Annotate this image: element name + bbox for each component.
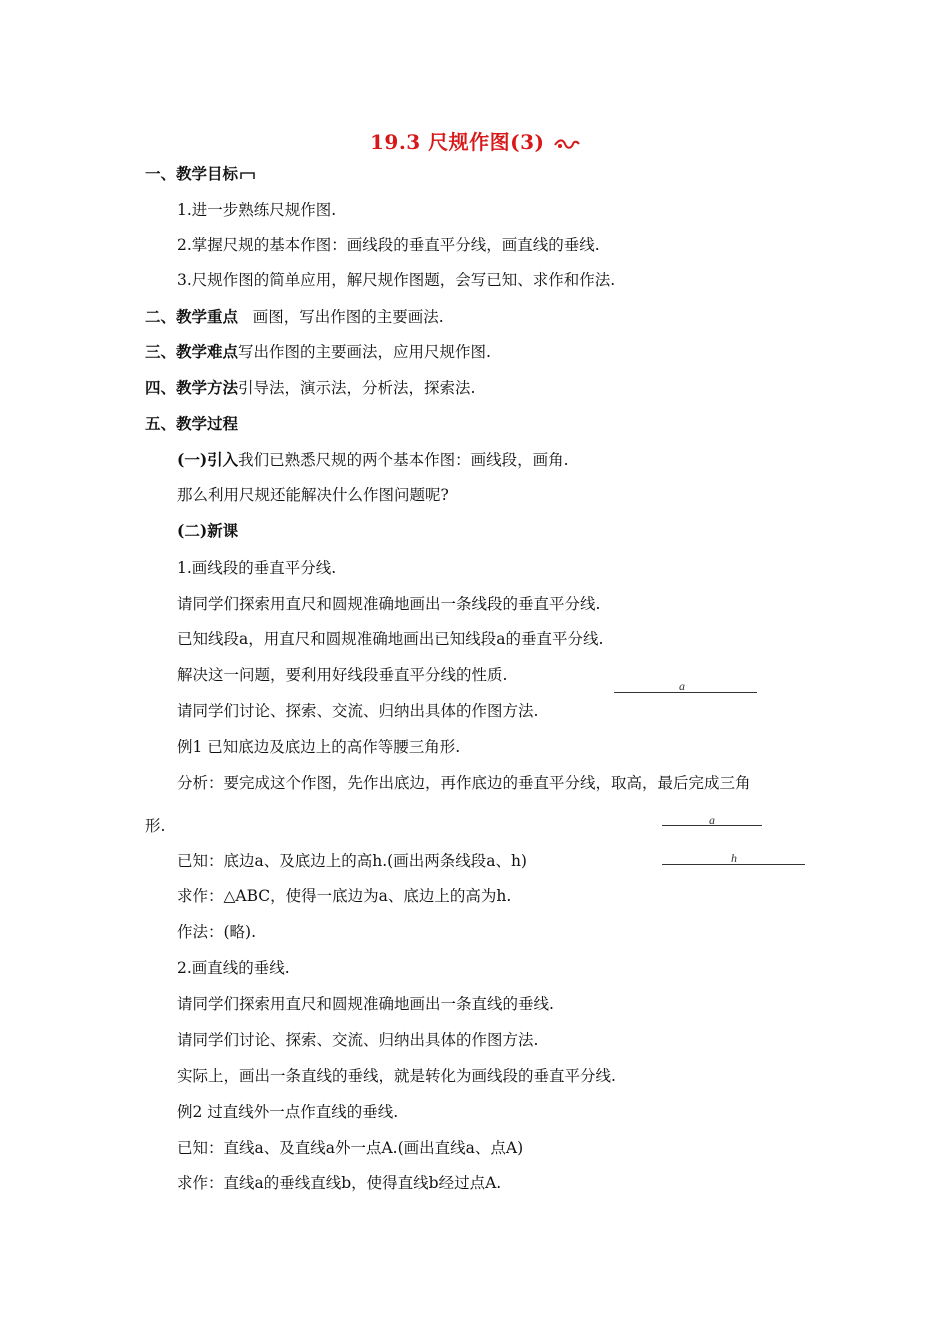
section-3-text: 写出作图的主要画法，应用尺规作图. <box>238 343 491 361</box>
lesson-line: 请同学们讨论、探索、交流、归纳出具体的作图方法. <box>177 1031 539 1049</box>
lesson-line: 分析：要完成这个作图，先作出底边，再作底边的垂直平分线，取高，最后完成三角 <box>177 774 751 792</box>
return-mark-icon <box>240 170 256 180</box>
intro-label: (一)引入 <box>177 450 239 469</box>
segment-h-label: h <box>731 851 737 865</box>
lesson-line: 1.画线段的垂直平分线. <box>177 559 337 577</box>
section-3 <box>145 341 491 363</box>
section-2 <box>145 306 444 328</box>
section-4-text: 引导法，演示法，分析法，探索法. <box>238 379 476 397</box>
section-2-label: 二、教学重点 <box>145 307 239 326</box>
segment-a-figure-1 <box>614 692 757 693</box>
goal-2: 2.掌握尺规的基本作图：画线段的垂直平分线，画直线的垂线. <box>177 236 600 254</box>
lesson-line: 已知：底边a、及底边上的高h.(画出两条线段a、h) <box>177 852 527 870</box>
section-1-heading <box>145 163 256 185</box>
intro-line <box>177 449 569 471</box>
document-title <box>0 126 950 155</box>
section-5-label: 五、教学过程 <box>145 414 239 433</box>
section-2-text: 画图，写出作图的主要画法. <box>252 308 444 326</box>
lesson-line: 2.画直线的垂线. <box>177 959 290 977</box>
section-3-label: 三、教学难点 <box>145 342 239 361</box>
segment-a-label-2: a <box>709 813 715 827</box>
lesson-line: 解决这一问题，要利用好线段垂直平分线的性质. <box>177 666 508 684</box>
section-4-label: 四、教学方法 <box>145 378 239 397</box>
lesson-line: 形. <box>145 817 166 835</box>
intro-text: 我们已熟悉尺规的两个基本作图：画线段，画角. <box>238 451 569 469</box>
title-text: 19.3 尺规作图(3) <box>370 130 545 154</box>
goal-3: 3.尺规作图的简单应用，解尺规作图题，会写已知、求作和作法. <box>177 271 616 289</box>
lesson-line: 请同学们探索用直尺和圆规准确地画出一条直线的垂线. <box>177 995 554 1013</box>
section-4 <box>145 377 475 399</box>
lesson-line: 实际上，画出一条直线的垂线，就是转化为画线段的垂直平分线. <box>177 1067 616 1085</box>
lesson-line: 例2 过直线外一点作直线的垂线. <box>177 1103 399 1121</box>
lesson-line: 请同学们讨论、探索、交流、归纳出具体的作图方法. <box>177 702 539 720</box>
lesson-line: 已知：直线a、及直线a外一点A.(画出直线a、点A) <box>177 1139 524 1157</box>
lesson-line: 请同学们探索用直尺和圆规准确地画出一条线段的垂直平分线. <box>177 595 601 613</box>
goal-1: 1.进一步熟练尺规作图. <box>177 201 337 219</box>
lesson-line: 求作：△ABC，使得一底边为a、底边上的高为h. <box>177 887 512 905</box>
newlesson-heading: (二)新课 <box>177 521 239 540</box>
intro-line-2: 那么利用尺规还能解决什么作图问题呢? <box>177 486 449 504</box>
segment-a-label-1: a <box>679 679 685 693</box>
lesson-line: 作法：(略). <box>177 923 257 941</box>
lesson-line: 已知线段a，用直尺和圆规准确地画出已知线段a的垂直平分线. <box>177 630 604 648</box>
section-5-heading <box>145 413 238 435</box>
lesson-line: 例1 已知底边及底边上的高作等腰三角形. <box>177 738 461 756</box>
flourish-icon <box>554 137 580 151</box>
section-1-label: 一、教学目标 <box>145 164 239 183</box>
lesson-line: 求作：直线a的垂线直线b，使得直线b经过点A. <box>177 1174 502 1192</box>
